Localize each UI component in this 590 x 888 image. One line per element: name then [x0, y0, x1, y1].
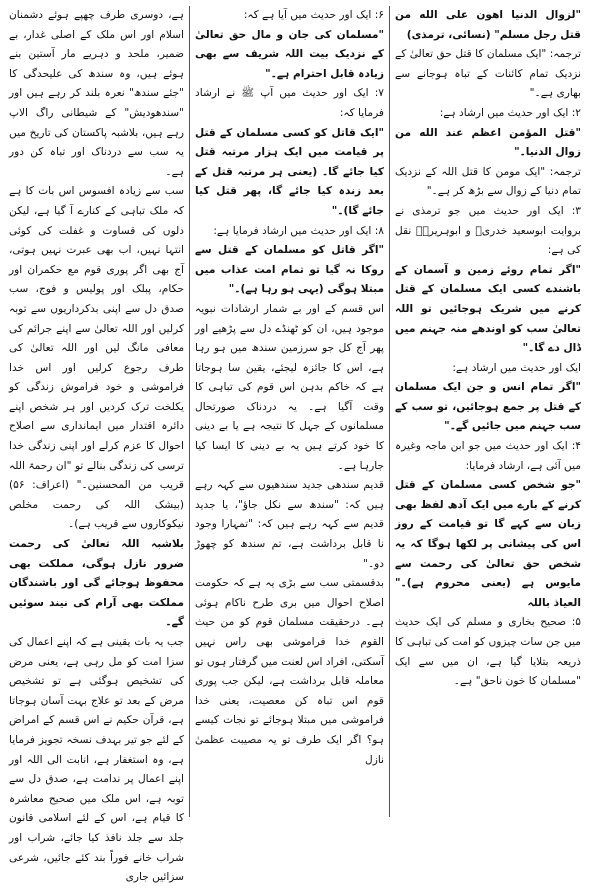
quotation-paragraph: "ایک قاتل کو کسی مسلمان کے قتل پر قیامت میں ایک ہزار مرتبہ قتل کیا جائے گا۔ (یعنی ہر مرتبہ قتل کے بعد زندہ کیا جائے گا، پھر قتل کیا جائے گا)۔": [195, 126, 384, 217]
body-paragraph: ترجمہ: "ایک مسلمان کا قتل حق تعالیٰ کے نزدیک تمام کائنات کے تباہ ہوجانے سے بھاری ہے۔": [395, 48, 581, 100]
quotation-paragraph: "جو شخص کسی مسلمان کے قتل کرنے کے بارے میں ایک آدھ لفظ بھی زبان سے کہے گا تو قیامت کے روز اس کی پیشانی پر لکھا ہوگا کہ یہ شخص حق تعالیٰ کی رحمت سے مایوس ہے (یعنی محروم ہے)۔" العیاذ باللہ: [395, 479, 581, 609]
body-paragraph: ۳: ایک اور حدیث میں جو ترمذی نے بروایت ابوسعید خدریؓ و ابوہریرہؓ نقل کی ہے:: [395, 204, 581, 257]
body-paragraph: ترجمہ: "ایک مومن کا قتل اللہ کے نزدیک تمام دنیا کے زوال سے بڑھ کر ہے۔": [395, 165, 581, 198]
quotation-paragraph: "اگر قاتل کو مسلمان کے قتل سے روکا نہ گیا تو تمام امت عذاب میں مبتلا ہوگی (یہی ہو رہا ہے)۔": [195, 244, 384, 296]
body-paragraph: قدیم سندھی جدید سندھیوں سے کہہ رہے ہیں کہ: "سندھ سے نکل جاؤ"، یا جدید قدیم سے کہہ رہے ہیں کہ: "تمہارا وجود نا قابل برداشت ہے، تم سندھ کو چھوڑ دو۔": [195, 479, 384, 570]
quotation-paragraph: "اگر تمام روئے زمین و آسمان کے باشندے کسی ایک مسلمان کے قتل کرنے میں شریک ہوجائیں تو اللہ تعالیٰ سب کو اوندھے منہ جہنم میں ڈال دے گا۔": [395, 263, 581, 355]
body-paragraph: ۲: ایک اور حدیث میں ارشاد ہے:: [439, 106, 581, 119]
body-paragraph: ایک اور حدیث میں ارشاد ہے:: [452, 361, 581, 374]
quotation-paragraph: "لزوال الدنيا اهون على الله من قتل رجل مسلم" (نسائی، ترمذی): [395, 9, 581, 41]
body-paragraph: ۶: ایک اور حدیث میں آیا ہے کہ:: [243, 9, 384, 21]
quotation-paragraph: "اگر تمام انس و جن ایک مسلمان کے قتل پر جمع ہوجائیں، تو سب کے سب جہنم میں جائیں گے۔": [395, 381, 581, 433]
text-column-right: [390, 6, 586, 817]
quotation-paragraph: "مسلمان کی جان و مال حق تعالیٰ کے نزدیک بیت اللہ شریف سے بھی زیادہ قابل احترام ہے۔": [195, 28, 384, 80]
bold-paragraph: بلاشبہ اللہ تعالیٰ کی رحمت ضرور نازل ہوگی، مملکت بھی محفوظ ہوجائے گی اور باشندگان مملکت بھی آرام کی نیند سوئیں گے۔: [9, 538, 184, 629]
body-paragraph: جب یہ بات یقینی ہے کہ اپنے اعمال کی سزا امت کو مل رہی ہے، یعنی مرض کی تشخیص ہوگئی ہے تو تشخیص مرض کے بعد تو علاج بہت آسان ہوجاتا ہے، قرآن حکیم نے اس قسم کے امراض کے لئے جو تیر بہدف نسخہ تجویز فرمایا ہے، وہ استغفار ہے، انابت الی اللہ اور اپنے اعمال پر ندامت ہے، صدق دل سے توبہ ہے، اس ملک میں صحیح معاشرہ کا قیام ہے، اس کے لئے اسلامی قانون جلد سے جلد نافذ کیا جائے، شراب اور شراب خانے فوراً بند کئے جائیں، شرعی سزائیں جاری: [9, 636, 184, 884]
body-paragraph: اس قسم کے اور بے شمار ارشادات نبویہ موجود ہیں، ان کو ٹھنڈے دل سے پڑھیے اور پھر آج کل جو سرزمین سندھ میں ہو رہا ہے، اس کا جائزہ لیجئے، یقین سا ہوجاتا ہے کہ خاکم بدہن اس قوم کی تباہی کا وقت آگیا ہے۔ یہ دردناک صورتحال مسلمانوں کے جہل کا نتیجہ ہے یا بے دینی کا خود کرتے ہیں یہ بے دینی کا ایسا کیا جارہا ہے۔: [195, 302, 384, 472]
body-paragraph: بدقسمتی سب سے بڑی یہ ہے کہ حکومت اصلاح احوال میں بری طرح ناکام ہوئی ہے۔ درحقیقت مسلمان قوم کو من حیث القوم خدا فراموشی بھی راس نہیں آسکتی، افراد اس لعنت میں گرفتار ہوں تو معاملہ قابل برداشت ہے، لیکن جب پوری قوم اس تباہ کن معصیت، یعنی خدا فراموشی میں مبتلا ہوجائے تو نجات کیسے ہو؟ اگر ایک طرف تو یہ مصیبت عظمیٰ نازل: [195, 577, 384, 766]
body-paragraph: ۵: صحیح بخاری و مسلم کی ایک حدیث میں جن سات چیزوں کو امت کی تباہی کا ذریعہ بتلایا گیا ہے، ان میں سے ایک "مسلمان کا خون ناحق" ہے۔: [395, 616, 581, 688]
body-paragraph: ۴: ایک اور حدیث میں جو ابن ماجہ وغیرہ میں آئی ہے، ارشاد فرمایا:: [395, 440, 581, 472]
body-paragraph: ۷: ایک اور حدیث میں آپ ﷺ نے ارشاد فرمایا کہ:: [195, 87, 384, 119]
text-column-left: [4, 6, 190, 884]
quotation-paragraph: "قتل المؤمن اعظم عند الله من زوال الدنیا۔": [395, 126, 581, 159]
body-paragraph: سب سے زیادہ افسوس اس بات کا ہے کہ ملک تباہی کے کنارے آ گیا ہے، لیکن دلوں کی قساوت و غفلت کی کوئی انتہا نہیں، اب بھی عبرت نہیں ہوتی، آج بھی اگر پوری قوم مع حکمران اور حکام، پبلک اور پولیس و فوج، سب صدق دل سے اپنی بدکرداریوں سے توبہ کرلیں اور اللہ تعالیٰ سے اپنے جرائم کی معافی مانگ لیں اور اللہ تعالیٰ کی طرف رجوع کرلیں اور اس خدا فراموشی و خود فراموش زندگی کو یکلخت ترک کردیں اور ہر شخص اپنے دائرہ اقتدار میں ایمانداری سے اصلاح احوال کا عزم کرلے اور اپنی زندگی خدا ترسی کی زندگی بنالے تو "ان رحمۃ اللہ قریب من المحسنین۔" (اعراف: ۵۶) (بیشک اللہ کی رحمت مخلص نیکوکاروں سے قریب ہے)۔: [9, 185, 184, 531]
body-paragraph: ہے، دوسری طرف چھپے ہوئے دشمنان اسلام اور اس ملک کے اصلی غدار، بے ضمیر، ملحد و دہریے مار آستین بنے ہوئے ہیں، وہ سندھ کی علیحدگی کا "جئے سندھ" نعرہ بلند کر رہے ہیں اور "سندھودیش" کے شیطانی راگ الاپ رہے ہیں، بلاشبہ پاکستان کی تاریخ میں یہ سب سے دردناک اور تباہ کن دور ہے۔: [9, 9, 184, 178]
text-column-middle: [190, 6, 390, 817]
body-paragraph: ۸: ایک اور حدیث میں ارشاد فرمایا ہے:: [213, 224, 384, 237]
